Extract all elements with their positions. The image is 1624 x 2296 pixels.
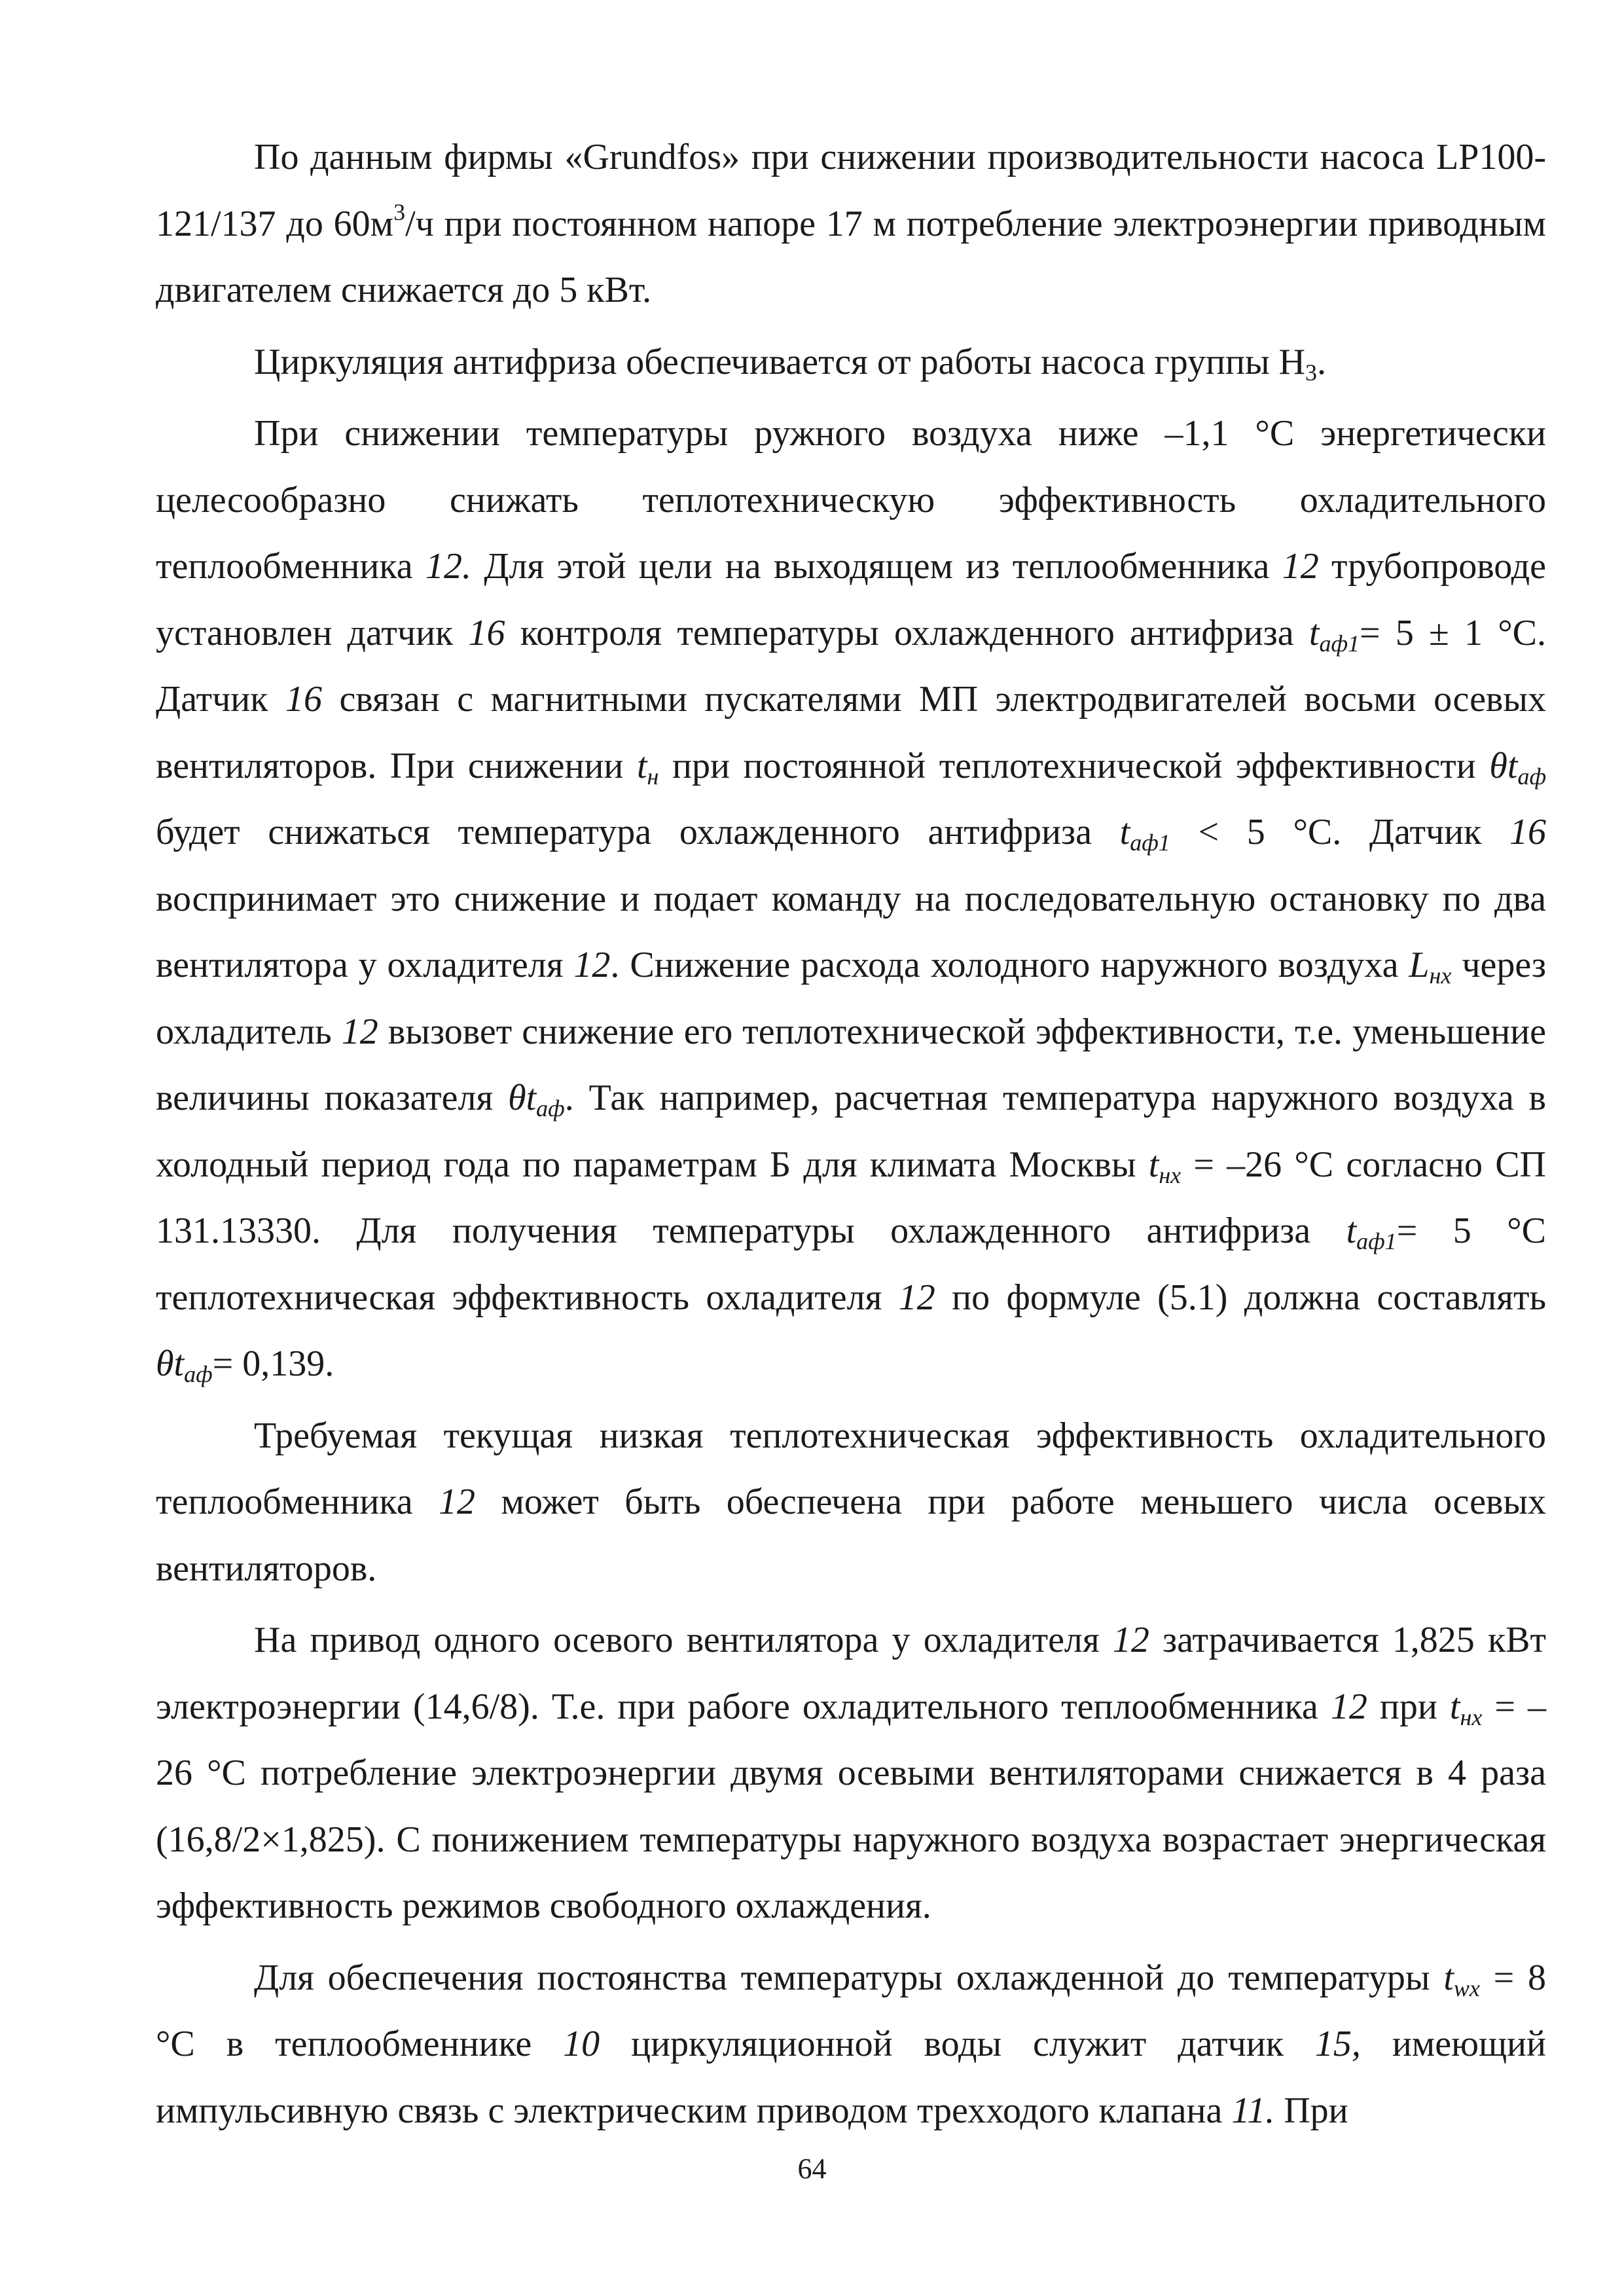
- text-run: t: [1308, 612, 1320, 653]
- text-run: t: [1346, 1211, 1357, 1251]
- text-run: аф1: [1319, 630, 1360, 657]
- page-body: [156, 124, 1546, 2149]
- text-run: воспринимает это снижение и подает команду на последовательную остановку по два вентилятора у охладителя: [156, 878, 1546, 985]
- text-run: Для этой цели на выходящем из теплообменника: [471, 546, 1282, 587]
- text-run: t: [1148, 1144, 1159, 1185]
- text-run: Требуемая текущая низкая теплотехническая эффективность охладительного теплообменника: [156, 1415, 1546, 1522]
- text-run: имеющий импульсивную связь с электрическим приводом трехходого клапана: [156, 2024, 1546, 2131]
- text-run: по формуле (5.1) должна составлять: [935, 1277, 1546, 1318]
- text-run: = 0,139.: [212, 1343, 334, 1384]
- text-run: 11.: [1231, 2090, 1275, 2131]
- text-run: будет снижаться температура охлажденного антифриза: [156, 812, 1120, 852]
- text-run: аф1: [1356, 1228, 1397, 1254]
- paragraph-temperature-drop: [156, 401, 1546, 1398]
- text-run: контроля температуры охлажденного антифриза: [505, 612, 1309, 653]
- text-run: связан с магнитными пускателями МП электродвигателей восьми осевых вентиляторов. При снижении: [156, 679, 1546, 786]
- text-run: 12: [573, 945, 611, 985]
- text-run: 12: [1330, 1686, 1367, 1727]
- paragraph-grundfos: [156, 124, 1546, 324]
- page-number: 64: [797, 2153, 827, 2185]
- text-run: затрачивается 1,825 кВт электроэнергии (14,6/8). Т.е. при рабоге охладительного теплообменника: [156, 1620, 1546, 1727]
- text-run: .: [1317, 341, 1327, 382]
- text-run: t: [1119, 812, 1130, 852]
- text-run: /ч при постоянном напоре 17 м потребление электроэнергии приводным двигателем снижается до 5 кВт.: [156, 203, 1546, 310]
- text-run: 3: [1305, 359, 1318, 386]
- text-run: 12: [898, 1277, 935, 1318]
- text-run: 10: [563, 2024, 600, 2064]
- text-run: wx: [1453, 1975, 1480, 2001]
- text-run: L: [1409, 945, 1430, 985]
- paragraph-fan-drive: [156, 1607, 1546, 1940]
- text-run: при постоянной теплотехнической эффективности: [659, 745, 1490, 786]
- text-run: при: [1367, 1686, 1450, 1727]
- text-run: < 5 °С. Датчик: [1170, 812, 1509, 852]
- text-run: . Снижение расхода холодного наружного воздуха: [610, 945, 1409, 985]
- text-run: нх: [1159, 1161, 1182, 1188]
- text-run: По данным фирмы «Grundfos» при снижении производительности насоса LP100-121/137 до 60м: [156, 137, 1546, 244]
- text-run: 16: [285, 679, 322, 720]
- text-run: циркуляционной воды служит датчик: [600, 2024, 1315, 2064]
- text-run: θt: [1489, 745, 1518, 786]
- text-run: . Так например, расчетная температура наружного воздуха в холодный период года по параметрам Б для климата Москвы: [156, 1078, 1546, 1185]
- text-run: Циркуляция антифриза обеспечивается от работы насоса группы Н: [254, 341, 1306, 382]
- text-run: нх: [1429, 962, 1452, 989]
- text-run: = 8 °С в теплообменнике: [156, 1957, 1546, 2064]
- text-run: аф: [536, 1095, 565, 1121]
- text-run: н: [647, 763, 659, 790]
- text-run: может быть обеспечена при работе меньшего числа осевых вентиляторов.: [156, 1482, 1546, 1589]
- text-run: 12: [341, 1011, 378, 1052]
- paragraph-constancy: [156, 1945, 1546, 2145]
- text-run: 16: [468, 612, 505, 653]
- text-run: 12: [1112, 1620, 1149, 1660]
- text-run: Для обеспечения постоянства температуры охлажденной до температуры: [254, 1957, 1444, 1998]
- text-run: = –26 °С согласно СП 131.13330. Для получения температуры охлажденного антифриза: [156, 1144, 1546, 1251]
- text-run: 12.: [425, 546, 471, 587]
- text-run: вызовет снижение его теплотехнической эффективности, т.е. уменьшение величины показателя: [156, 1011, 1546, 1118]
- text-run: аф1: [1130, 829, 1170, 856]
- paragraph-required-efficiency: [156, 1403, 1546, 1603]
- text-run: аф: [184, 1361, 213, 1387]
- text-run: θt: [156, 1343, 185, 1384]
- text-run: 12: [1282, 546, 1319, 587]
- text-run: t: [636, 745, 647, 786]
- text-run: через охладитель: [156, 945, 1546, 1052]
- text-run: аф: [1517, 763, 1546, 790]
- text-run: = 5 °С теплотехническая эффективность охладителя: [156, 1211, 1546, 1318]
- text-run: t: [1449, 1686, 1460, 1727]
- text-run: = 5 ± 1 °С. Датчик: [156, 612, 1546, 720]
- text-run: = –26 °С потребление электроэнергии двумя осевыми вентиляторами снижается в 4 раза (16,8/2×1,825). С понижением температуры наружного воздуха возрастает энергическая эффективность режимов свободного охлаждения.: [156, 1686, 1546, 1926]
- text-run: При: [1274, 2090, 1348, 2131]
- text-run: 3: [393, 198, 406, 225]
- text-run: При снижении температуры ружного воздуха ниже –1,1 °С энергетически целесообразно снижать теплотехническую эффективность охладительного теплообменника: [156, 413, 1546, 587]
- text-run: t: [1443, 1957, 1454, 1998]
- text-run: трубопроводе установлен датчик: [156, 546, 1546, 653]
- text-run: 16: [1509, 812, 1546, 852]
- text-run: нх: [1460, 1704, 1483, 1730]
- text-run: 12: [439, 1482, 476, 1522]
- paragraph-circulation: [156, 329, 1546, 396]
- text-run: θt: [508, 1078, 537, 1118]
- text-run: 15,: [1314, 2024, 1361, 2064]
- text-run: На привод одного осевого вентилятора у охладителя: [254, 1620, 1113, 1660]
